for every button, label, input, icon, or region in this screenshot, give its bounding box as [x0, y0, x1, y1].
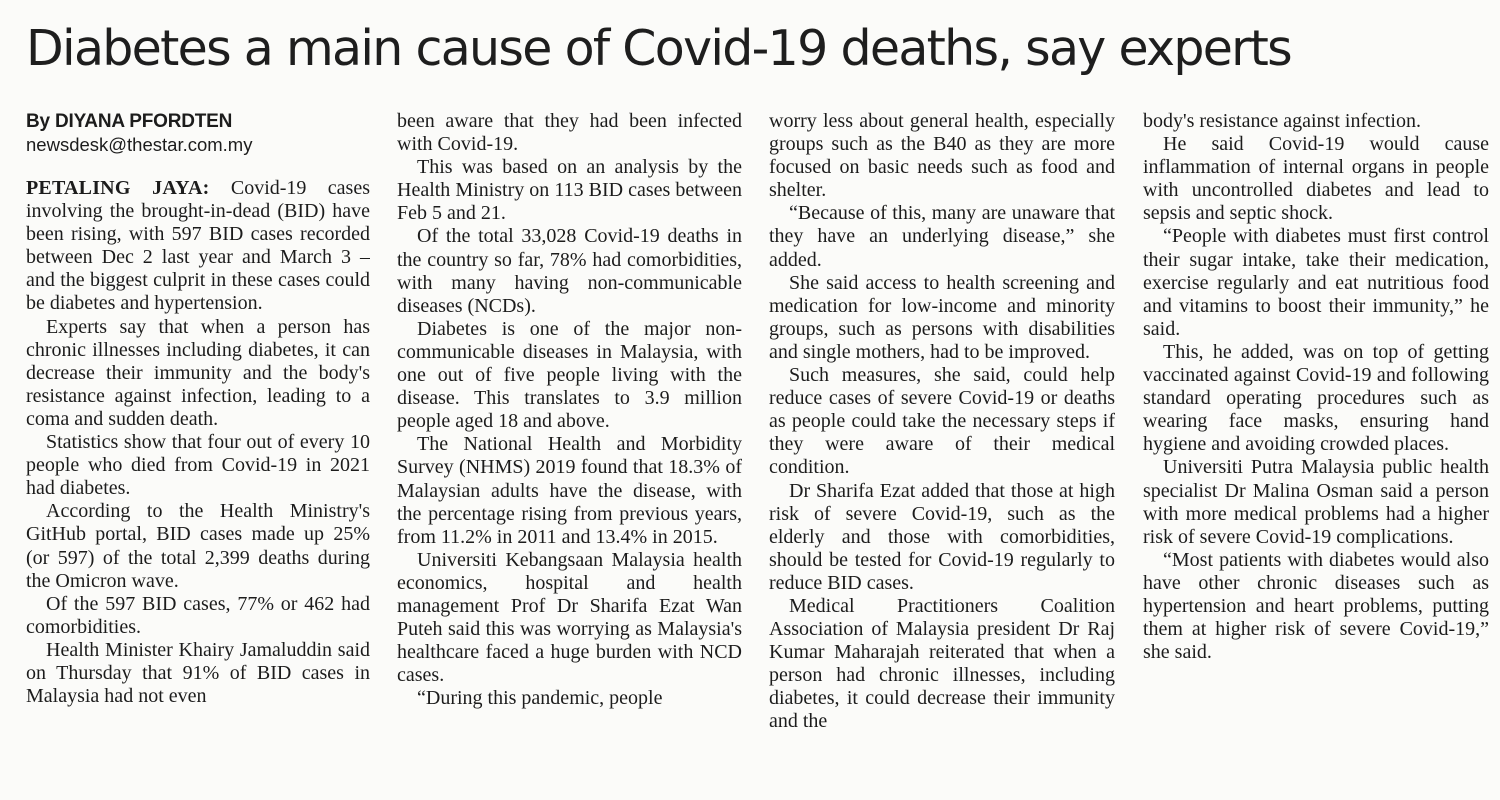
- paragraph: Medical Practitioners Coalition Association of Malaysia president Dr Raj Kumar Maharajah reiterated that when a person had chronic illnesses, including diabetes, it could decrease their immunity and the: [769, 594, 1115, 733]
- paragraph: Of the 597 BID cases, 77% or 462 had comorbidities.: [26, 592, 370, 638]
- article-column-1: [26, 110, 370, 770]
- article-column-2: [397, 110, 742, 770]
- paragraph-continued: body's resistance against infection.: [1143, 110, 1421, 132]
- paragraph-continued: been aware that they had been infected with Covid-19.: [397, 110, 742, 156]
- paragraph: Dr Sharifa Ezat added that those at high risk of severe Covid-19, such as the elderly and those with comorbidities, should be tested for Covid-19 regularly to reduce BID cases.: [769, 479, 1115, 594]
- paragraph: This was based on an analysis by the Health Ministry on 113 BID cases between Feb 5 and 21.: [397, 156, 742, 225]
- paragraph: The National Health and Morbidity Survey (NHMS) 2019 found that 18.3% of Malaysian adults have the disease, with the percentage rising from previous years, from 11.2% in 2011 and 13.4% in 2015.: [397, 433, 742, 548]
- headline: Diabetes a main cause of Covid-19 deaths, say experts: [26, 20, 1291, 77]
- paragraph: Such measures, she said, could help reduce cases of severe Covid-19 or deaths as people could take the necessary steps if they were aware of their medical condition.: [769, 364, 1115, 479]
- paragraph: Universiti Putra Malaysia public health specialist Dr Malina Osman said a person with more medical problems had a higher risk of severe Covid-19 complications.: [1143, 456, 1489, 548]
- paragraph: Experts say that when a person has chronic illnesses including diabetes, it can decrease their immunity and the body's resistance against infection, leading to a coma and sudden death.: [26, 315, 370, 430]
- paragraph: She said access to health screening and medication for low-income and minority groups, such as persons with disabilities and single mothers, had to be improved.: [769, 271, 1115, 363]
- paragraph: Health Minister Khairy Jamaluddin said on Thursday that 91% of BID cases in Malaysia had not even: [26, 638, 370, 708]
- lead-paragraph: [26, 177, 370, 316]
- paragraph: “People with diabetes must first control their sugar intake, take their medication, exercise regularly and eat nutritious food and vitamins to boost their immunity,” he said.: [1143, 225, 1489, 340]
- paragraph: “Because of this, many are unaware that they have an underlying disease,” she added.: [769, 202, 1115, 271]
- paragraph: Universiti Kebangsaan Malaysia health economics, hospital and health management Prof Dr Sharifa Ezat Wan Puteh said this was worrying as Malaysia's healthcare faced a huge burden with NCD cases.: [397, 548, 742, 687]
- article-column-3: [769, 110, 1115, 770]
- paragraph: “Most patients with diabetes would also have other chronic diseases such as hypertension and heart problems, putting them at higher risk of severe Covid-19,” she said.: [1143, 548, 1489, 664]
- dateline: PETALING JAYA:: [26, 177, 210, 199]
- article-column-4: [1143, 110, 1489, 770]
- paragraph: This, he added, was on top of getting vaccinated against Covid-19 and following standard operating procedures such as wearing face masks, ensuring hand hygiene and avoiding crowded places.: [1143, 340, 1489, 456]
- byline: By DIYANA PFORDTEN: [26, 111, 233, 132]
- lead-paragraph-text: Covid-19 cases involving the brought-in-dead (BID) have been rising, with 597 BID cases recorded between Dec 2 last year and March 3 – and the biggest culprit in these cases could be diabetes and hypertension.: [26, 177, 370, 315]
- paragraph: According to the Health Ministry's GitHub portal, BID cases made up 25% (or 597) of the total 2,399 deaths during the Omicron wave.: [26, 500, 370, 592]
- paragraph: Statistics show that four out of every 10 people who died from Covid-19 in 2021 had diabetes.: [26, 431, 370, 500]
- author-email: newsdesk@thestar.com.my: [26, 134, 253, 155]
- paragraph: He said Covid-19 would cause inflammation of internal organs in people with uncontrolled diabetes and lead to sepsis and septic shock.: [1143, 133, 1489, 225]
- paragraph: Of the total 33,028 Covid-19 deaths in the country so far, 78% had comorbidities, with many having non-communicable diseases (NCDs).: [397, 225, 742, 317]
- paragraph: Diabetes is one of the major non-communicable diseases in Malaysia, with one out of five people living with the disease. This translates to 3.9 million people aged 18 and above.: [397, 317, 742, 433]
- paragraph-continued: worry less about general health, especially groups such as the B40 as they are more focused on basic needs such as food and shelter.: [769, 110, 1115, 202]
- paragraph: “During this pandemic, people: [417, 687, 663, 710]
